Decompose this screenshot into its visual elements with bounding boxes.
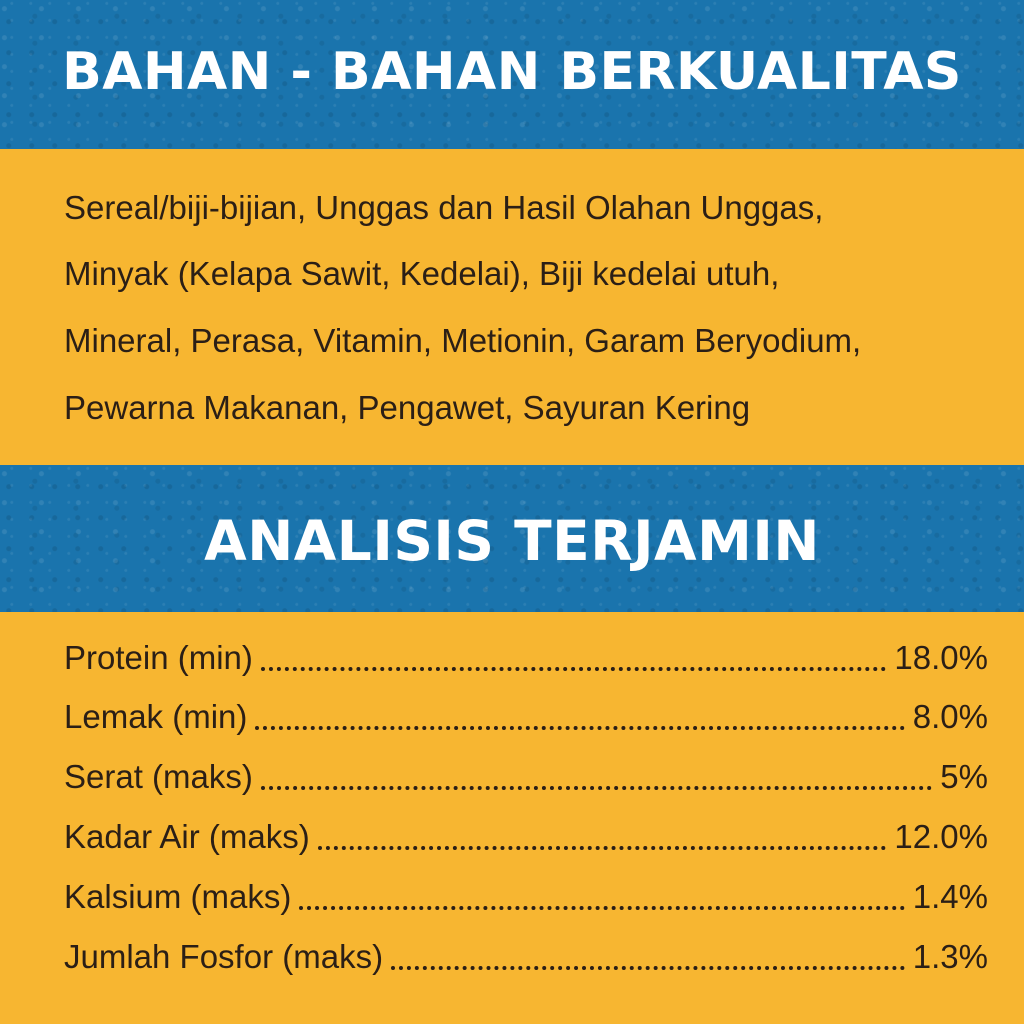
dot-leader	[391, 966, 905, 970]
ingredients-title: BAHAN - BAHAN BERKUALITAS	[62, 42, 962, 102]
analysis-row-fiber	[64, 755, 988, 799]
ingredients-line: Minyak (Kelapa Sawit, Kedelai), Biji kedelai utuh,	[64, 255, 780, 292]
ingredients-line: Pewarna Makanan, Pengawet, Sayuran Kering	[64, 389, 751, 426]
analysis-value: 12.0%	[894, 818, 988, 855]
ingredients-header-band	[0, 0, 1024, 149]
analysis-value: 1.3%	[912, 938, 988, 975]
dot-leader	[255, 726, 904, 730]
analysis-row-phosphorus	[64, 935, 988, 979]
analysis-row-calcium	[64, 875, 988, 919]
analysis-value: 8.0%	[912, 698, 988, 735]
analysis-row-moisture	[64, 815, 988, 859]
analysis-value: 18.0%	[894, 639, 988, 676]
analysis-value: 5%	[940, 758, 988, 795]
analysis-label: Lemak (min)	[64, 698, 248, 735]
analysis-label: Jumlah Fosfor (maks)	[64, 938, 384, 975]
dot-leader	[318, 846, 887, 850]
analysis-title: ANALISIS TERJAMIN	[204, 509, 820, 573]
analysis-label: Kadar Air (maks)	[64, 818, 310, 855]
analysis-label: Serat (maks)	[64, 758, 253, 795]
analysis-header-band	[0, 465, 1024, 612]
analysis-value: 1.4%	[912, 878, 988, 915]
analysis-panel	[0, 612, 1024, 1024]
ingredients-line: Mineral, Perasa, Vitamin, Metionin, Garam Beryodium,	[64, 322, 862, 359]
dot-leader	[261, 667, 887, 671]
dot-leader	[261, 786, 932, 790]
analysis-label: Kalsium (maks)	[64, 878, 292, 915]
ingredients-panel	[0, 149, 1024, 465]
dot-leader	[299, 906, 904, 910]
analysis-label: Protein (min)	[64, 639, 253, 676]
analysis-row-protein	[64, 636, 988, 680]
analysis-row-fat	[64, 695, 988, 739]
ingredients-line: Sereal/biji-bijian, Unggas dan Hasil Olahan Unggas,	[64, 189, 824, 226]
